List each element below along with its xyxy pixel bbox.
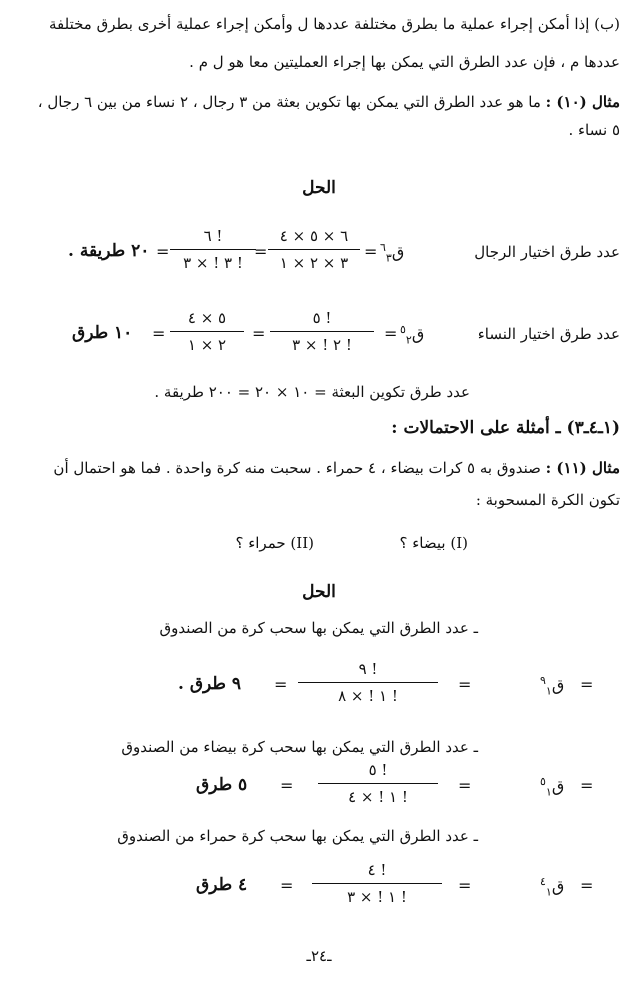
white-balls-combination: ق$^٥_١$ [540, 775, 565, 799]
equals-sign: = [458, 776, 472, 795]
example-10-line-1 [38, 92, 620, 112]
men-product-fraction [170, 226, 256, 273]
equals-sign: = [384, 324, 398, 343]
example-11-label: مثال (١١) : [545, 459, 620, 477]
all-balls-fraction [298, 659, 438, 706]
part-b-line-2: عددها م ، فإن عدد الطرق التي يمكن بها إجراء العمليتين معا هو ل م . [189, 53, 620, 71]
all-balls-numerator: ٩ ! [358, 660, 378, 678]
example-11-text-1: صندوق به ٥ كرات بيضاء ، ٤ حمراء . سحبت منه كرة واحدة . فما هو احتمال أن [53, 459, 541, 477]
equals-sign: = [274, 675, 288, 694]
equals-sign: = [458, 876, 472, 895]
equals-sign: = [458, 675, 472, 694]
red-balls-numerator: ٤ ! [367, 861, 387, 879]
example-11-line-2: تكون الكرة المسحوبة : [475, 491, 620, 509]
women-result: ١٠ طرق [72, 323, 133, 343]
example-11-line-1 [53, 458, 620, 478]
white-balls-denominator: ١ ! × ٤ ! [348, 788, 408, 806]
equals-sign: = [152, 324, 166, 343]
equals-sign: = [580, 675, 594, 694]
all-balls-label: ـ عدد الطرق التي يمكن بها سحب كرة من الصندوق [159, 619, 478, 637]
example-10-line-2: ٥ نساء . [568, 121, 620, 139]
white-balls-label: ـ عدد الطرق التي يمكن بها سحب كرة بيضاء من الصندوق [121, 738, 478, 756]
equals-sign: = [252, 324, 266, 343]
white-balls-numerator: ٥ ! [368, 761, 388, 779]
equals-sign: = [254, 242, 268, 261]
women-factorial-denominator: ٢ ! × ٣ ! [292, 336, 352, 354]
all-balls-denominator: ١ ! × ٨ ! [338, 687, 398, 705]
men-result: ٢٠ طريقة . [68, 241, 150, 261]
equals-sign: = [156, 242, 170, 261]
equals-sign: = [580, 776, 594, 795]
red-balls-result: ٤ طرق [196, 875, 248, 895]
men-count-label: عدد طرق اختيار الرجال [474, 243, 620, 261]
equals-sign: = [364, 242, 378, 261]
red-balls-fraction [312, 860, 442, 907]
women-combination: ق$^٥_٢$ [400, 323, 425, 347]
women-product-fraction [170, 308, 244, 355]
part-b-line-1: (ب) إذا أمكن إجراء عملية ما بطرق مختلفة عددها ل وأمكن إجراء عملية أخرى بطرق مختلفة [48, 15, 620, 33]
women-count-label: عدد طرق اختيار النساء [477, 325, 620, 343]
example-10-label: مثال (١٠) : [545, 93, 620, 111]
example-10-text-1: ما هو عدد الطرق التي يمكن بها تكوين بعثة من ٣ رجال ، ٢ نساء من بين ٦ رجال ، [37, 93, 541, 111]
white-balls-fraction [318, 760, 438, 807]
women-factorial-fraction [270, 308, 374, 355]
question-ii: (II) حمراء ؟ [235, 534, 314, 552]
solution-heading-1: الحل [302, 178, 336, 198]
white-balls-result: ٥ طرق [196, 775, 248, 795]
equals-sign: = [280, 776, 294, 795]
men-product-numerator: ٦ ! [203, 227, 223, 245]
all-balls-result: ٩ طرق . [178, 674, 241, 694]
women-factorial-numerator: ٥ ! [312, 309, 332, 327]
men-factorial-fraction [268, 226, 360, 273]
red-balls-label: ـ عدد الطرق التي يمكن بها سحب كرة حمراء من الصندوق [117, 827, 478, 845]
red-balls-denominator: ١ ! × ٣ ! [347, 888, 407, 906]
question-i: (I) بيضاء ؟ [399, 534, 468, 552]
men-combination: ق$^٦_٣$ [380, 241, 405, 265]
equals-sign: = [280, 876, 294, 895]
men-factorial-numerator: ٦ × ٥ × ٤ [279, 227, 349, 245]
men-product-denominator: ٣ ! × ٣ ! [183, 254, 243, 272]
men-factorial-denominator: ٣ × ٢ × ١ [279, 254, 349, 272]
page-number: ـ٢٤ـ [306, 947, 332, 965]
equals-sign: = [580, 876, 594, 895]
red-balls-combination: ق$^٤_١$ [540, 875, 565, 899]
committee-total: عدد طرق تكوين البعثة = ١٠ × ٢٠ = ٢٠٠ طريقة . [154, 383, 470, 401]
section-heading: (١ـ٤ـ٣) ـ أمثلة على الاحتمالات : [391, 418, 620, 438]
all-balls-combination: ق$^٩_١$ [540, 674, 565, 698]
women-product-numerator: ٥ × ٤ [187, 309, 227, 327]
women-product-denominator: ٢ × ١ [187, 336, 227, 354]
solution-heading-2: الحل [302, 582, 336, 602]
